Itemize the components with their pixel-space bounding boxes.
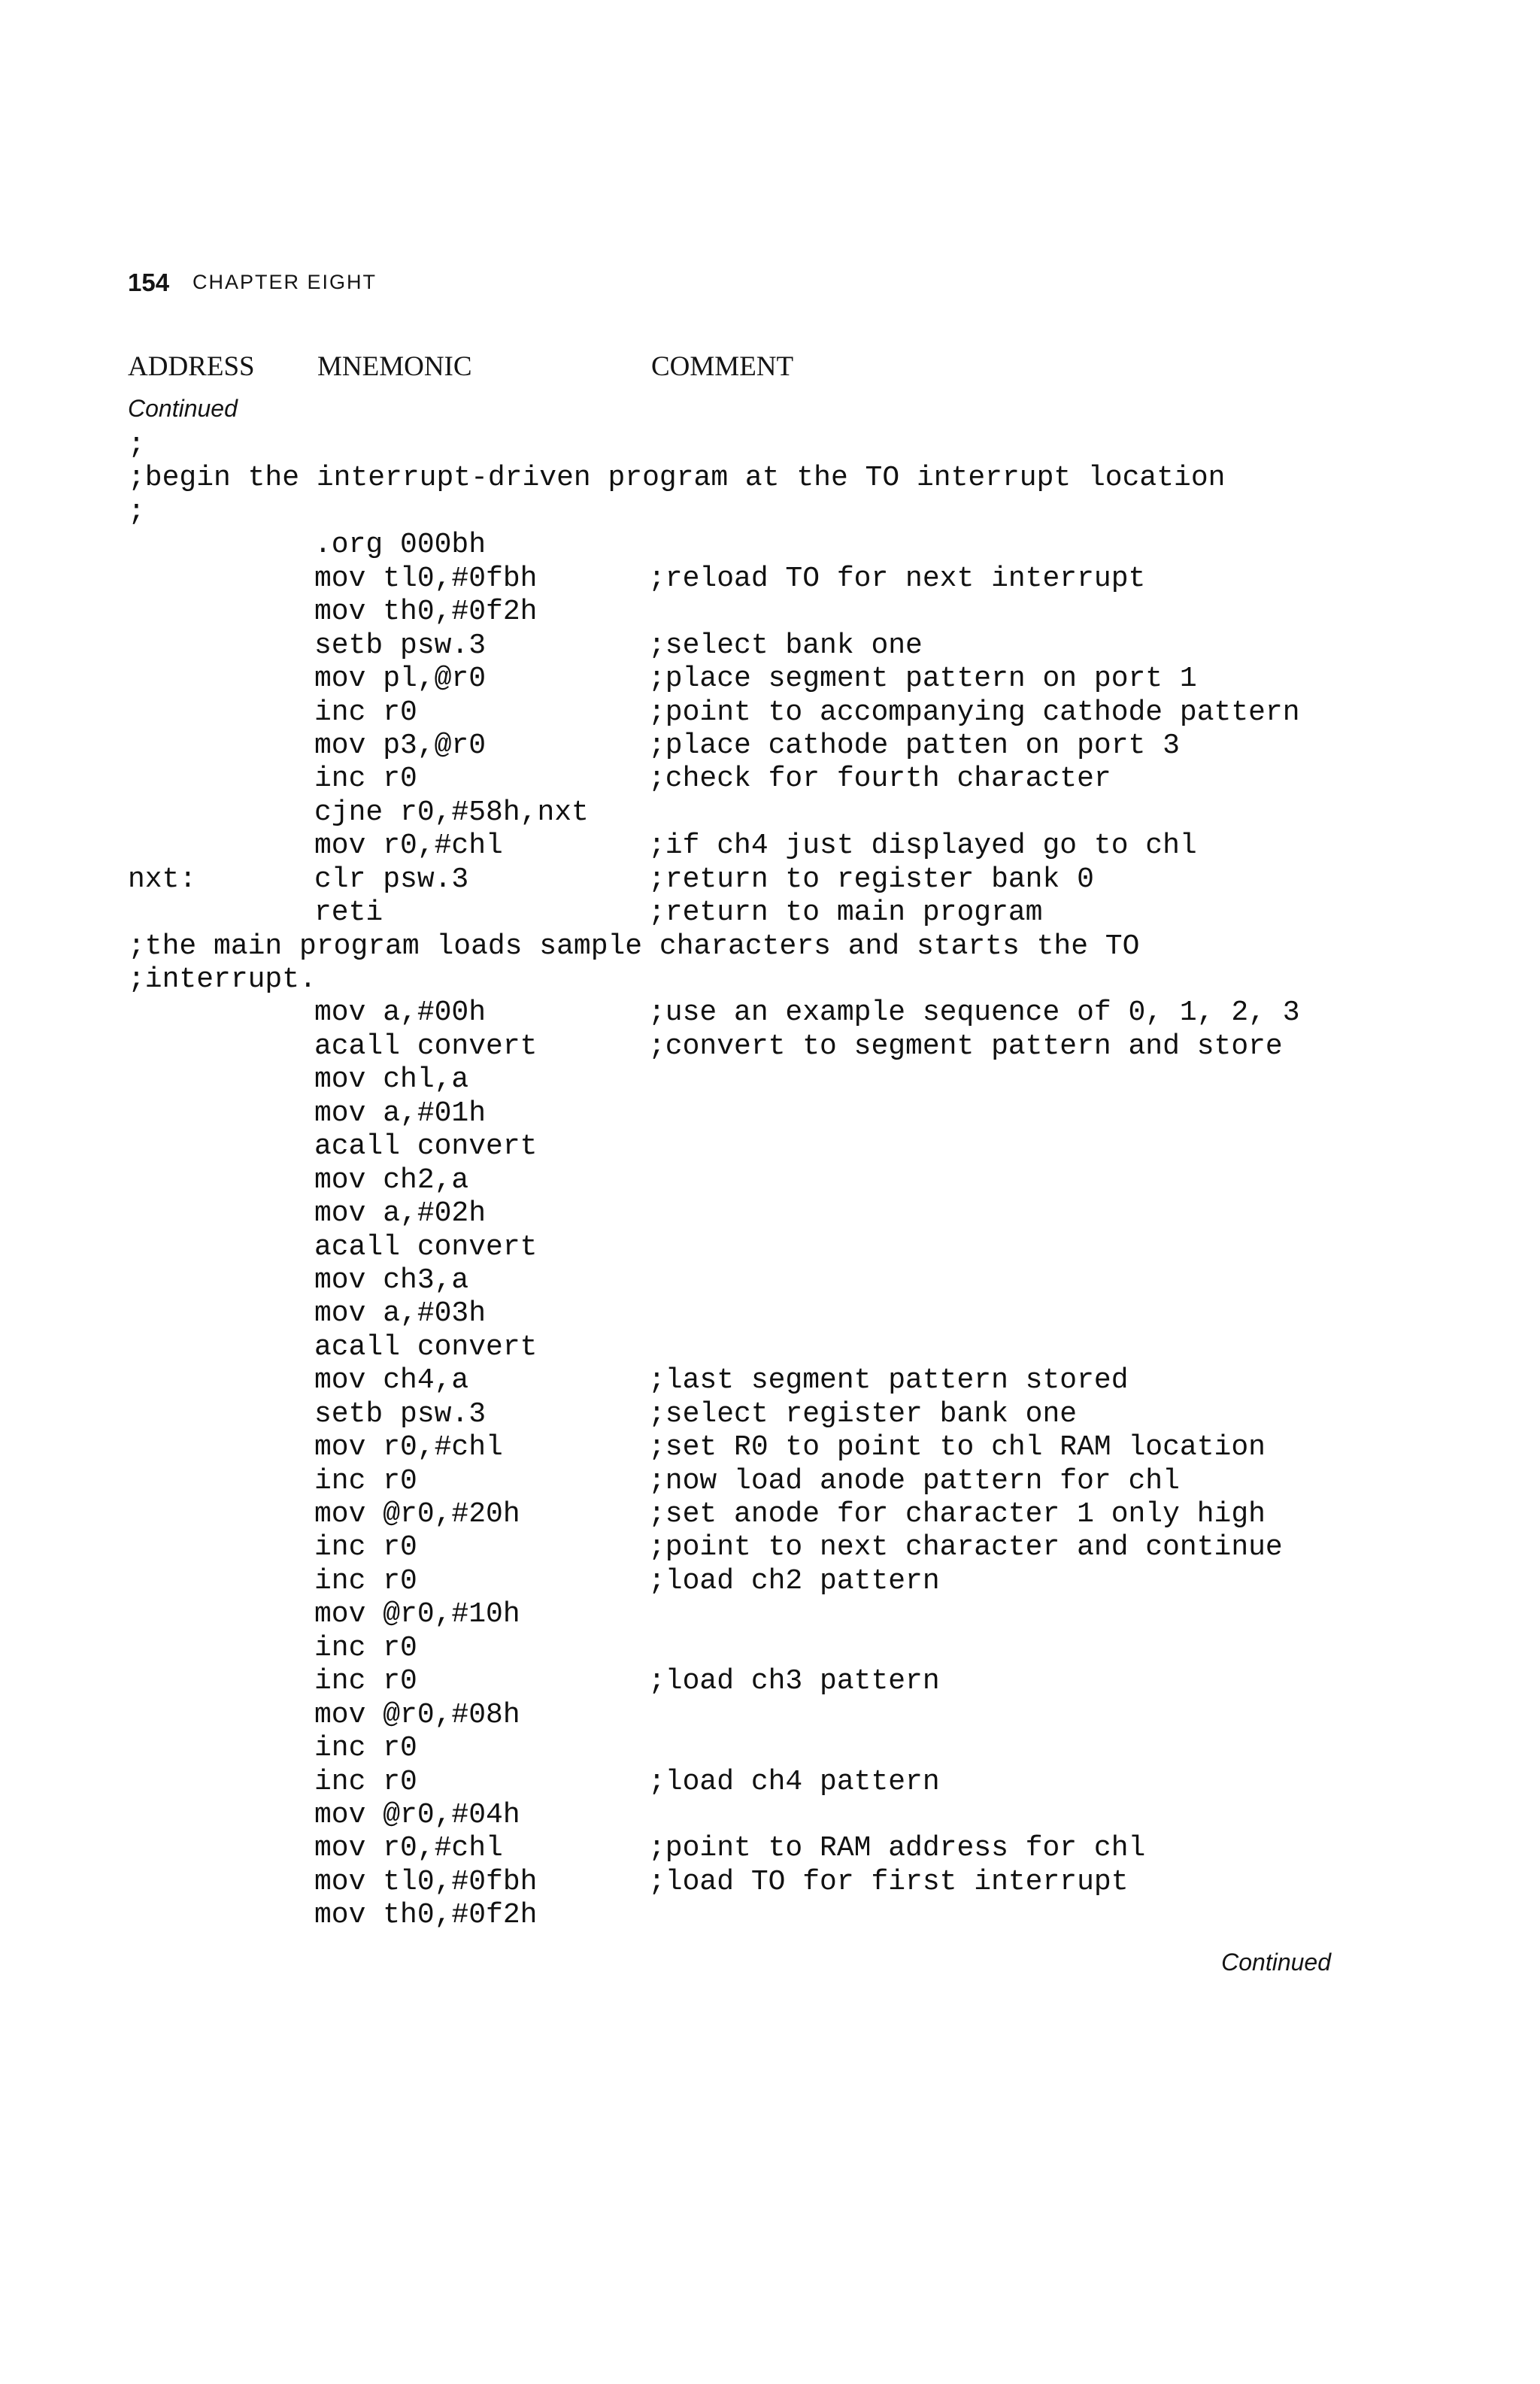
mnemonic: mov pl,@r0	[314, 663, 487, 696]
mnemonic: mov tl0,#0fbh	[314, 1865, 538, 1898]
mnemonic: mov p3,@r0	[314, 729, 487, 762]
code-line	[128, 629, 1406, 663]
comment: ;load ch3 pattern	[648, 1665, 940, 1698]
comment: ;return to main program	[648, 896, 1043, 930]
code-line	[128, 1364, 1406, 1397]
comment: ;set R0 to point to chl RAM location	[648, 1431, 1266, 1464]
code-line	[128, 996, 1406, 1030]
comment: ;load ch2 pattern	[648, 1564, 940, 1597]
mnemonic: acall convert	[314, 1030, 538, 1063]
code-line	[128, 663, 1406, 696]
running-head-chapter: CHAPTER EIGHT	[192, 271, 377, 293]
code-line	[128, 1331, 1406, 1364]
code-line	[128, 1264, 1406, 1297]
page-number: 154	[128, 268, 170, 296]
code-line	[128, 1899, 1406, 1932]
line-comment: ;the main program loads sample characters and starts the TO	[128, 930, 1140, 963]
mnemonic: inc r0	[314, 1665, 417, 1698]
comment: ;load TO for first interrupt	[648, 1865, 1129, 1898]
line-comment: ;begin the interrupt-driven program at the TO interrupt location	[128, 462, 1226, 495]
code-line	[128, 1164, 1406, 1197]
code-line	[128, 1732, 1406, 1765]
code-line	[128, 863, 1406, 896]
code-line	[128, 796, 1406, 830]
mnemonic: mov r0,#chl	[314, 830, 503, 863]
code-line	[128, 1431, 1406, 1464]
code-line	[128, 462, 1406, 495]
comment: ;convert to segment pattern and store	[648, 1030, 1283, 1063]
mnemonic: inc r0	[314, 1531, 417, 1564]
mnemonic: mov @r0,#10h	[314, 1598, 520, 1631]
code-line	[128, 1398, 1406, 1431]
mnemonic: mov ch3,a	[314, 1263, 469, 1297]
mnemonic: inc r0	[314, 1631, 417, 1664]
code-line	[128, 1030, 1406, 1063]
comment: ;if ch4 just displayed go to chl	[648, 830, 1197, 863]
code-line	[128, 963, 1406, 996]
code-line	[128, 896, 1406, 930]
code-line	[128, 763, 1406, 796]
code-line	[128, 563, 1406, 596]
column-header-mnemonic: MNEMONIC	[317, 351, 472, 382]
mnemonic: mov a,#00h	[314, 996, 487, 1030]
mnemonic: acall convert	[314, 1330, 538, 1363]
mnemonic: mov @r0,#08h	[314, 1698, 520, 1731]
code-line	[128, 1130, 1406, 1163]
mnemonic: mov a,#01h	[314, 1096, 487, 1130]
address-label: nxt:	[128, 863, 197, 896]
code-line	[128, 1498, 1406, 1531]
comment: ;load ch4 pattern	[648, 1765, 940, 1798]
mnemonic: mov r0,#chl	[314, 1431, 503, 1464]
code-line	[128, 1097, 1406, 1130]
mnemonic: setb psw.3	[314, 629, 487, 662]
comment: ;point to next character and continue	[648, 1531, 1283, 1564]
column-header-comment: COMMENT	[651, 351, 794, 382]
mnemonic: inc r0	[314, 1765, 417, 1798]
mnemonic: mov chl,a	[314, 1063, 469, 1096]
mnemonic: inc r0	[314, 763, 417, 796]
mnemonic: inc r0	[314, 696, 417, 729]
mnemonic: cjne r0,#58h,nxt	[314, 796, 589, 829]
code-line	[128, 1297, 1406, 1330]
column-header-address: ADDRESS	[128, 351, 255, 382]
code-line	[128, 1665, 1406, 1698]
comment: ;point to RAM address for chl	[648, 1832, 1146, 1865]
comment: ;select bank one	[648, 629, 923, 662]
mnemonic: reti	[314, 896, 383, 930]
continued-label-top: Continued	[128, 395, 238, 422]
code-line	[128, 1465, 1406, 1498]
code-line	[128, 1598, 1406, 1631]
code-line	[128, 1766, 1406, 1799]
code-line	[128, 429, 1406, 462]
comment: ;now load anode pattern for chl	[648, 1464, 1180, 1497]
comment: ;place segment pattern on port 1	[648, 663, 1197, 696]
line-comment: ;	[128, 429, 145, 461]
mnemonic: mov @r0,#20h	[314, 1498, 520, 1530]
code-line	[128, 1231, 1406, 1264]
mnemonic: mov @r0,#04h	[314, 1798, 520, 1831]
code-line	[128, 1197, 1406, 1230]
mnemonic: setb psw.3	[314, 1397, 487, 1430]
comment: ;reload TO for next interrupt	[648, 562, 1146, 595]
comment: ;point to accompanying cathode pattern	[648, 696, 1300, 729]
comment: ;select register bank one	[648, 1397, 1078, 1430]
mnemonic: mov ch2,a	[314, 1163, 469, 1197]
program-listing	[128, 429, 1406, 1933]
comment: ;last segment pattern stored	[648, 1364, 1129, 1397]
comment: ;set anode for character 1 only high	[648, 1498, 1266, 1530]
comment: ;return to register bank 0	[648, 863, 1094, 896]
mnemonic: mov th0,#0f2h	[314, 1899, 538, 1932]
code-line	[128, 729, 1406, 763]
code-line	[128, 596, 1406, 629]
comment: ;use an example sequence of 0, 1, 2, 3	[648, 996, 1300, 1030]
mnemonic: .org 000bh	[314, 529, 487, 562]
code-line	[128, 1699, 1406, 1732]
code-line	[128, 696, 1406, 729]
code-line	[128, 1531, 1406, 1564]
line-comment: ;	[128, 495, 145, 528]
mnemonic: mov ch4,a	[314, 1364, 469, 1397]
mnemonic: mov a,#02h	[314, 1197, 487, 1230]
mnemonic: mov r0,#chl	[314, 1832, 503, 1865]
code-line	[128, 1832, 1406, 1865]
code-line	[128, 529, 1406, 562]
mnemonic: acall convert	[314, 1130, 538, 1163]
mnemonic: mov tl0,#0fbh	[314, 562, 538, 595]
mnemonic: inc r0	[314, 1732, 417, 1765]
code-line	[128, 1799, 1406, 1832]
code-line	[128, 1063, 1406, 1096]
code-line	[128, 1866, 1406, 1899]
code-line	[128, 1632, 1406, 1665]
code-line	[128, 1565, 1406, 1598]
continued-label-bottom: Continued	[1221, 1949, 1331, 1976]
line-comment: ;interrupt.	[128, 963, 317, 996]
mnemonic: inc r0	[314, 1464, 417, 1497]
code-line	[128, 496, 1406, 529]
code-line	[128, 830, 1406, 863]
mnemonic: clr psw.3	[314, 863, 469, 896]
mnemonic: mov a,#03h	[314, 1297, 487, 1330]
code-line	[128, 930, 1406, 963]
mnemonic: acall convert	[314, 1230, 538, 1263]
comment: ;check for fourth character	[648, 763, 1111, 796]
mnemonic: inc r0	[314, 1564, 417, 1597]
mnemonic: mov th0,#0f2h	[314, 596, 538, 629]
comment: ;place cathode patten on port 3	[648, 729, 1180, 762]
